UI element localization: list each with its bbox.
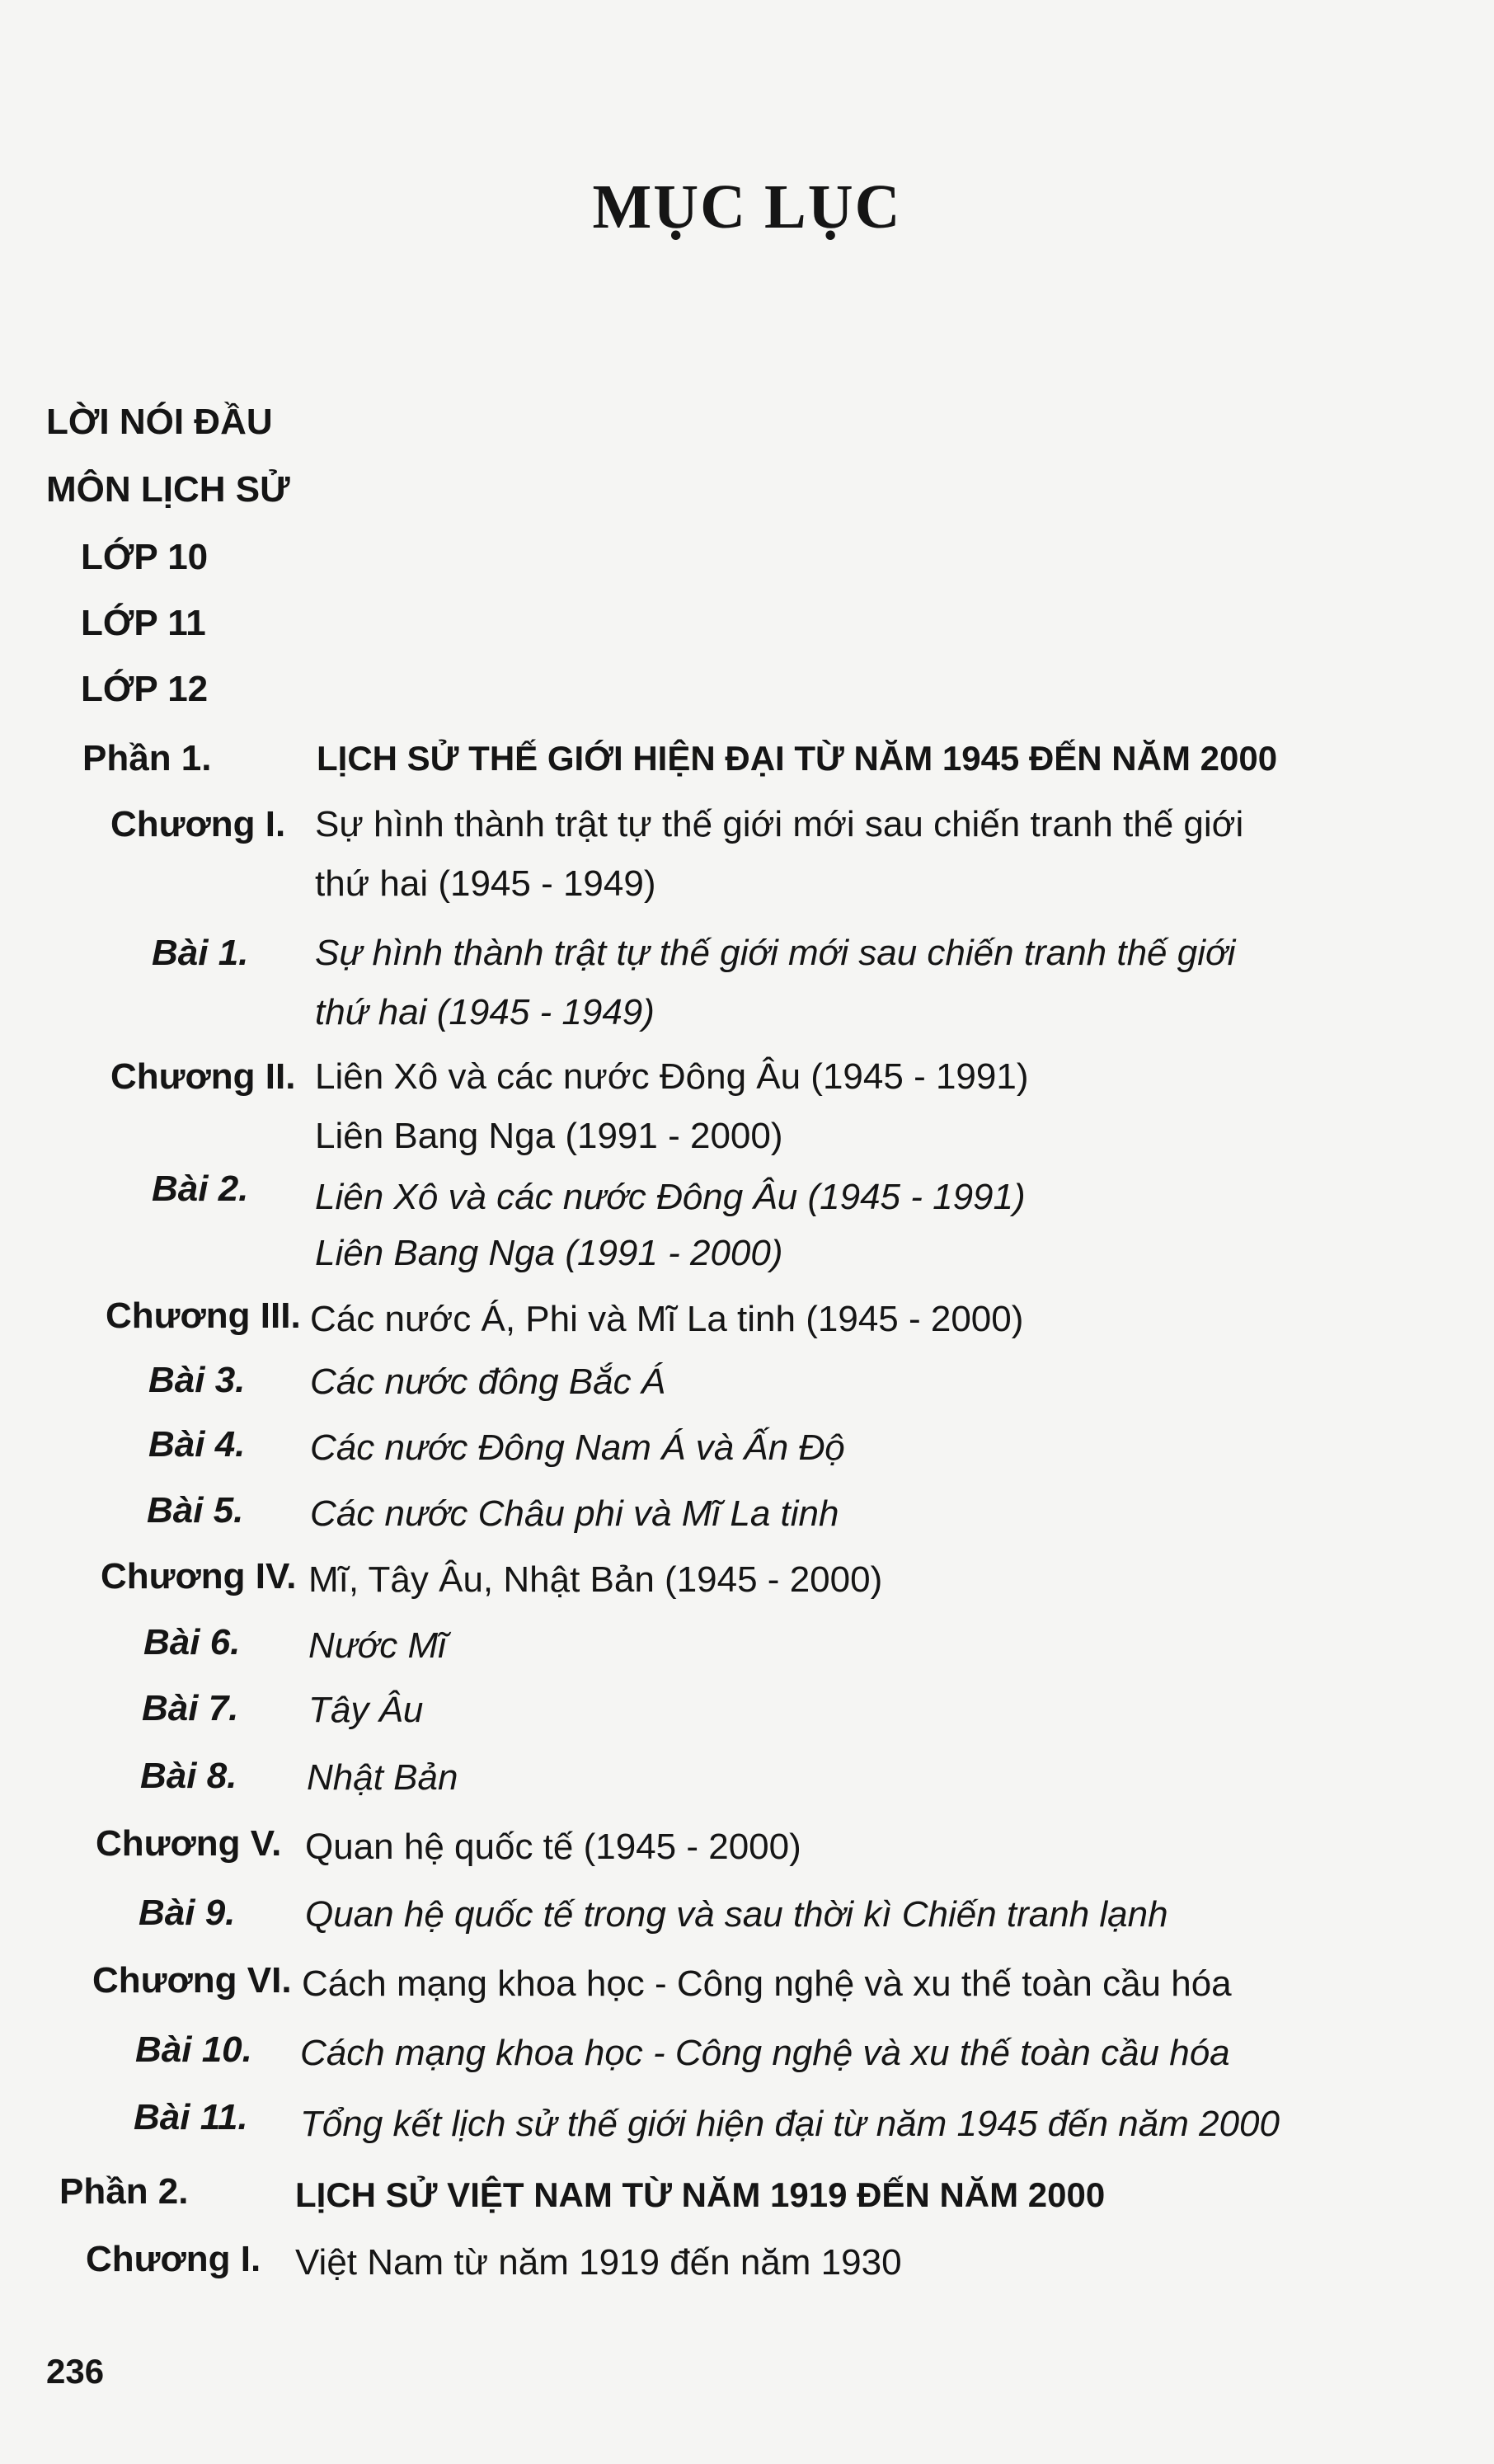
toc-entry-label: Bài 9. [139, 1893, 236, 1933]
toc-entry-label: Phần 1. [82, 738, 212, 778]
toc-entry-label: LỜI NÓI ĐẦU [46, 402, 273, 442]
toc-entry-label: LỚP 11 [81, 603, 206, 643]
toc-entry-title-cont: Liên Bang Nga (1991 - 2000) [315, 1233, 783, 1273]
toc-entry-label: Bài 6. [143, 1622, 241, 1662]
toc-entry-title: LỊCH SỬ THẾ GIỚI HIỆN ĐẠI TỪ NĂM 1945 ĐẾN NĂM 2000 [317, 739, 1278, 778]
toc-entry-title: Cách mạng khoa học - Công nghệ và xu thế toàn cầu hóa [302, 1963, 1232, 2004]
toc-entry-title-cont: thứ hai (1945 - 1949) [315, 863, 656, 904]
toc-entry-title: Sự hình thành trật tự thế giới mới sau chiến tranh thế giới [315, 804, 1244, 844]
toc-entry-label: Phần 2. [59, 2171, 189, 2212]
toc-entry-label: Bài 8. [140, 1756, 237, 1796]
toc-entry-title-cont: thứ hai (1945 - 1949) [315, 992, 655, 1032]
toc-entry-title: Mĩ, Tây Âu, Nhật Bản (1945 - 2000) [308, 1559, 883, 1600]
toc-entry-label: Bài 3. [148, 1360, 246, 1400]
toc-entry-label: Chương V. [96, 1823, 282, 1864]
toc-entry-title: Liên Xô và các nước Đông Âu (1945 - 1991) [315, 1177, 1026, 1217]
toc-entry-label: Bài 2. [152, 1169, 249, 1209]
toc-entry-label: Bài 11. [134, 2097, 248, 2137]
toc-entry-label: Chương II. [110, 1056, 296, 1097]
toc-entry-title: Các nước Châu phi và Mĩ La tinh [310, 1493, 839, 1534]
toc-entry-title-cont: Liên Bang Nga (1991 - 2000) [315, 1116, 783, 1156]
page-number: 236 [46, 2352, 105, 2391]
toc-entry-title: Sự hình thành trật tự thế giới mới sau chiến tranh thế giới [315, 933, 1236, 973]
toc-entry-title: Tổng kết lịch sử thế giới hiện đại từ năm 1945 đến năm 2000 [300, 2104, 1280, 2144]
toc-entry-label: Chương IV. [101, 1556, 297, 1596]
toc-entry-label: Bài 4. [148, 1424, 246, 1465]
toc-entry-label: Chương VI. [92, 1960, 292, 2001]
toc-entry-label: LỚP 10 [81, 537, 209, 577]
toc-entry-title: Cách mạng khoa học - Công nghệ và xu thế toàn cầu hóa [300, 2033, 1230, 2073]
toc-entry-title: Việt Nam từ năm 1919 đến năm 1930 [295, 2242, 902, 2283]
toc-entry-label: Bài 10. [135, 2029, 252, 2070]
toc-entry-title: Liên Xô và các nước Đông Âu (1945 - 1991) [315, 1056, 1029, 1097]
toc-entry-label: Chương I. [86, 2239, 261, 2279]
toc-entry-title: Các nước Đông Nam Á và Ấn Độ [310, 1427, 845, 1468]
toc-entry-title: Quan hệ quốc tế trong và sau thời kì Chiến tranh lạnh [305, 1894, 1168, 1935]
toc-entry-title: LỊCH SỬ VIỆT NAM TỪ NĂM 1919 ĐẾN NĂM 2000 [295, 2175, 1106, 2214]
toc-entry-title: Các nước Á, Phi và Mĩ La tinh (1945 - 2000) [310, 1299, 1024, 1339]
toc-entry-label: MÔN LỊCH SỬ [46, 469, 290, 510]
toc-entry-title: Quan hệ quốc tế (1945 - 2000) [305, 1827, 801, 1867]
toc-entry-label: Bài 5. [147, 1490, 244, 1531]
toc-entry-label: Bài 1. [152, 933, 249, 973]
toc-entry-label: Chương I. [110, 804, 286, 844]
toc-entry-title: Tây Âu [308, 1690, 424, 1730]
toc-entry-title: Nước Mĩ [308, 1625, 446, 1666]
toc-entry-title: Nhật Bản [307, 1757, 458, 1798]
page-title: MỤC LỤC [592, 172, 902, 242]
toc-entry-label: Chương III. [106, 1295, 301, 1336]
toc-entry-title: Các nước đông Bắc Á [310, 1361, 666, 1402]
toc-entry-label: Bài 7. [142, 1688, 239, 1728]
toc-entry-label: LỚP 12 [81, 669, 209, 709]
